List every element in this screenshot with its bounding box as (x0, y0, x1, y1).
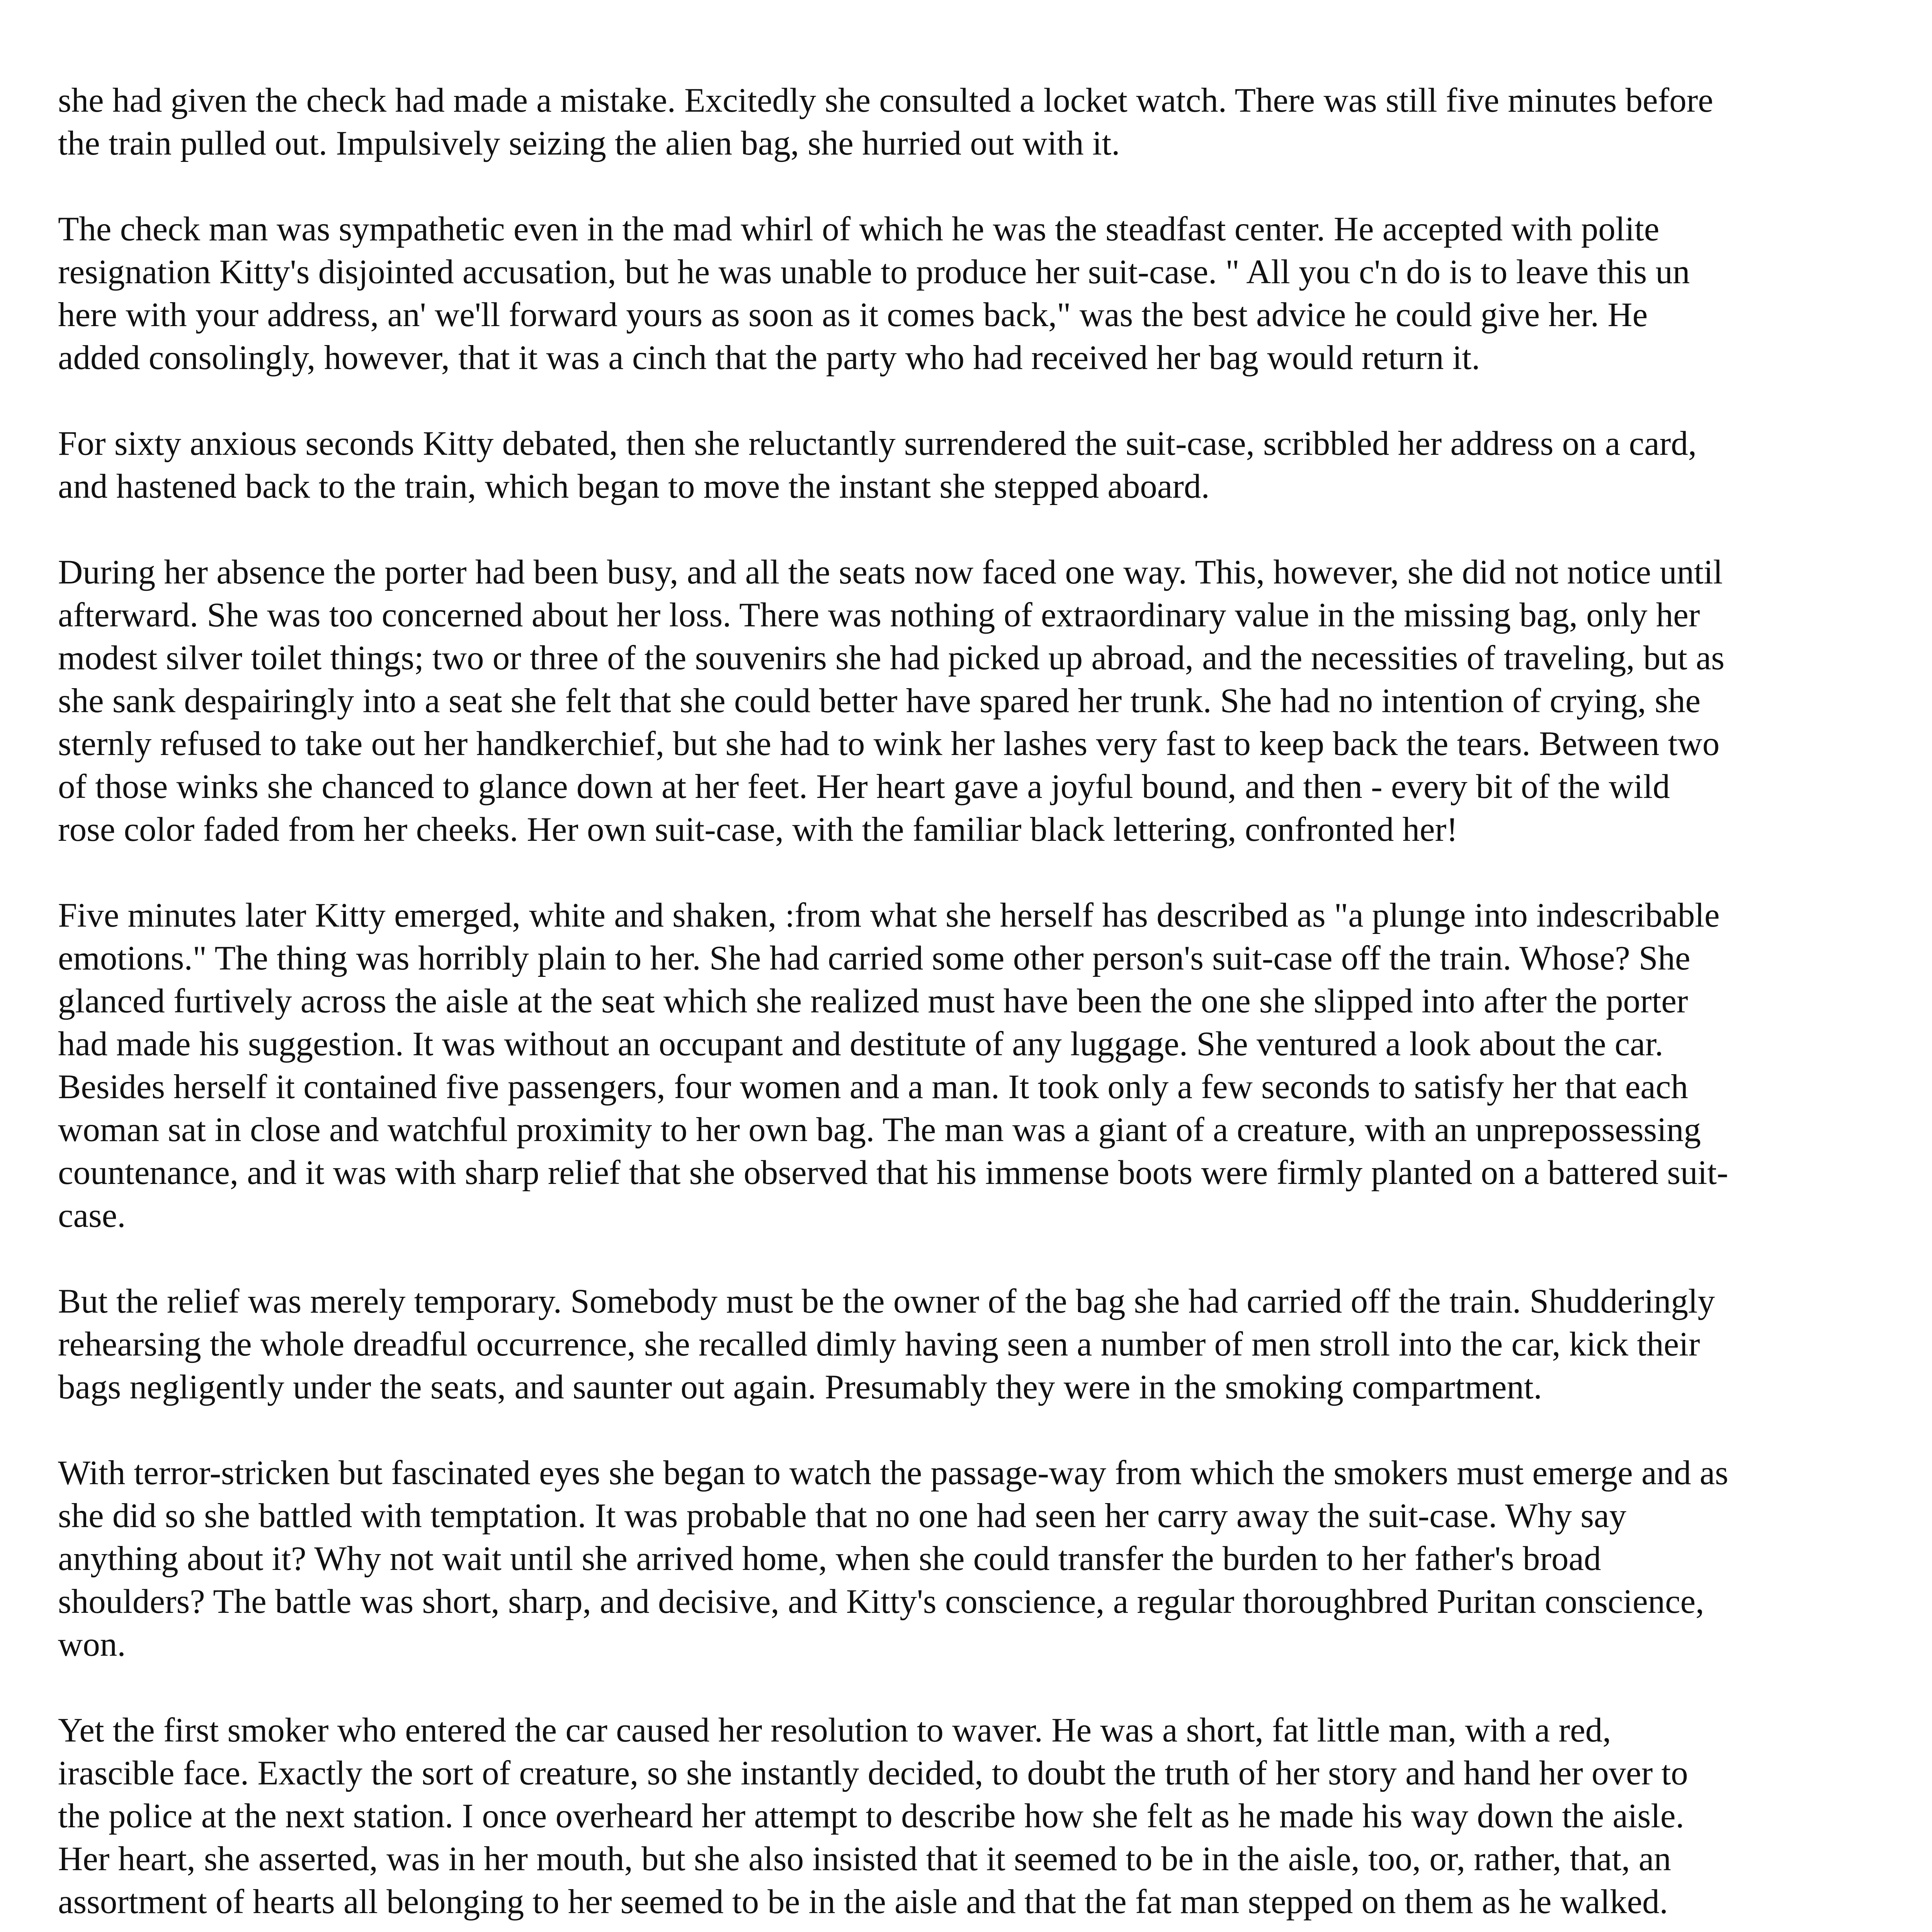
paragraph: But the relief was merely temporary. Somebody must be the owner of the bag she had carried off the train. Shudderingly rehearsing the whole dreadful occurrence, she recalled dimly having seen a number of men stroll into the car, kick their bags negligently under the seats, and saunter out again. Presumably they were in the smoking compartment. (58, 1282, 1715, 1406)
paragraph: Yet the first smoker who entered the car caused her resolution to waver. He was a short, fat little man, with a red, irascible face. Exactly the sort of creature, so she instantly decided, to doubt the truth of her story and hand her over to the police at the next station. I once overheard her attempt to describe how she felt as he made his way down the aisle. Her heart, she asserted, was in her mouth, but she also insisted that it seemed to be in the aisle, too, or, rather, that, an assortment of hearts all belonging to her seemed to be in the aisle and that the fat man stepped on them as he walked. (58, 1711, 1688, 1921)
paragraph: she had given the check had made a mistake. Excitedly she consulted a locket watch. There was still five minutes before the train pulled out. Impulsively seizing the alien bag, she hurried out with it. (58, 82, 1713, 162)
page-body-text (58, 79, 1731, 1932)
paragraph: For sixty anxious seconds Kitty debated, then she reluctantly surrendered the suit-case, scribbled her address on a card, and hastened back to the train, which began to move the instant she stepped aboard. (58, 425, 1697, 505)
paragraph: With terror-stricken but fascinated eyes she began to watch the passage-way from which the smokers must emerge and as she did so she battled with temptation. It was probable that no one had seen her carry away the suit-case. Why say anything about it? Why not wait until she arrived home, when she could transfer the burden to her father's broad shoulders? The battle was short, sharp, and decisive, and Kitty's conscience, a regular thoroughbred Puritan conscience, won. (58, 1454, 1728, 1663)
paragraph: During her absence the porter had been busy, and all the seats now faced one way. This, however, she did not notice until afterward. She was too concerned about her loss. There was nothing of extraordinary value in the missing bag, only her modest silver toilet things; two or three of the souvenirs she had picked up abroad, and the necessities of traveling, but as she sank despairingly into a seat she felt that she could better have spared her trunk. She had no intention of crying, she sternly refused to take out her handkerchief, but she had to wink her lashes very fast to keep back the tears. Between two of those winks she chanced to glance down at her feet. Her heart gave a joyful bound, and then - every bit of the wild rose color faded from her cheeks. Her own suit-case, with the familiar black lettering, confronted her! (58, 553, 1725, 849)
paragraph: Five minutes later Kitty emerged, white and shaken, :from what she herself has described as "a plunge into indescribable emotions." The thing was horribly plain to her. She had carried some other person's suit-case off the train. Whose? She glanced furtively across the aisle at the seat which she realized must have been the one she slipped into after the porter had made his suggestion. It was without an occupant and destitute of any luggage. She ventured a look about the car. Besides herself it contained five passengers, four women and a man. It took only a few seconds to satisfy her that each woman sat in close and watchful proximity to her own bag. The man was a giant of a creature, with an unprepossessing countenance, and it was with sharp relief that she observed that his immense boots were firmly planted on a battered suit-case. (58, 896, 1728, 1235)
paragraph: The check man was sympathetic even in the mad whirl of which he was the steadfast center. He accepted with polite resignation Kitty's disjointed accusation, but he was unable to produce her suit-case. " All you c'n do is to leave this un here with your address, an' we'll forward yours as soon as it comes back," was the best advice he could give her. He added consolingly, however, that it was a cinch that the party who had received her bag would return it. (58, 210, 1690, 377)
